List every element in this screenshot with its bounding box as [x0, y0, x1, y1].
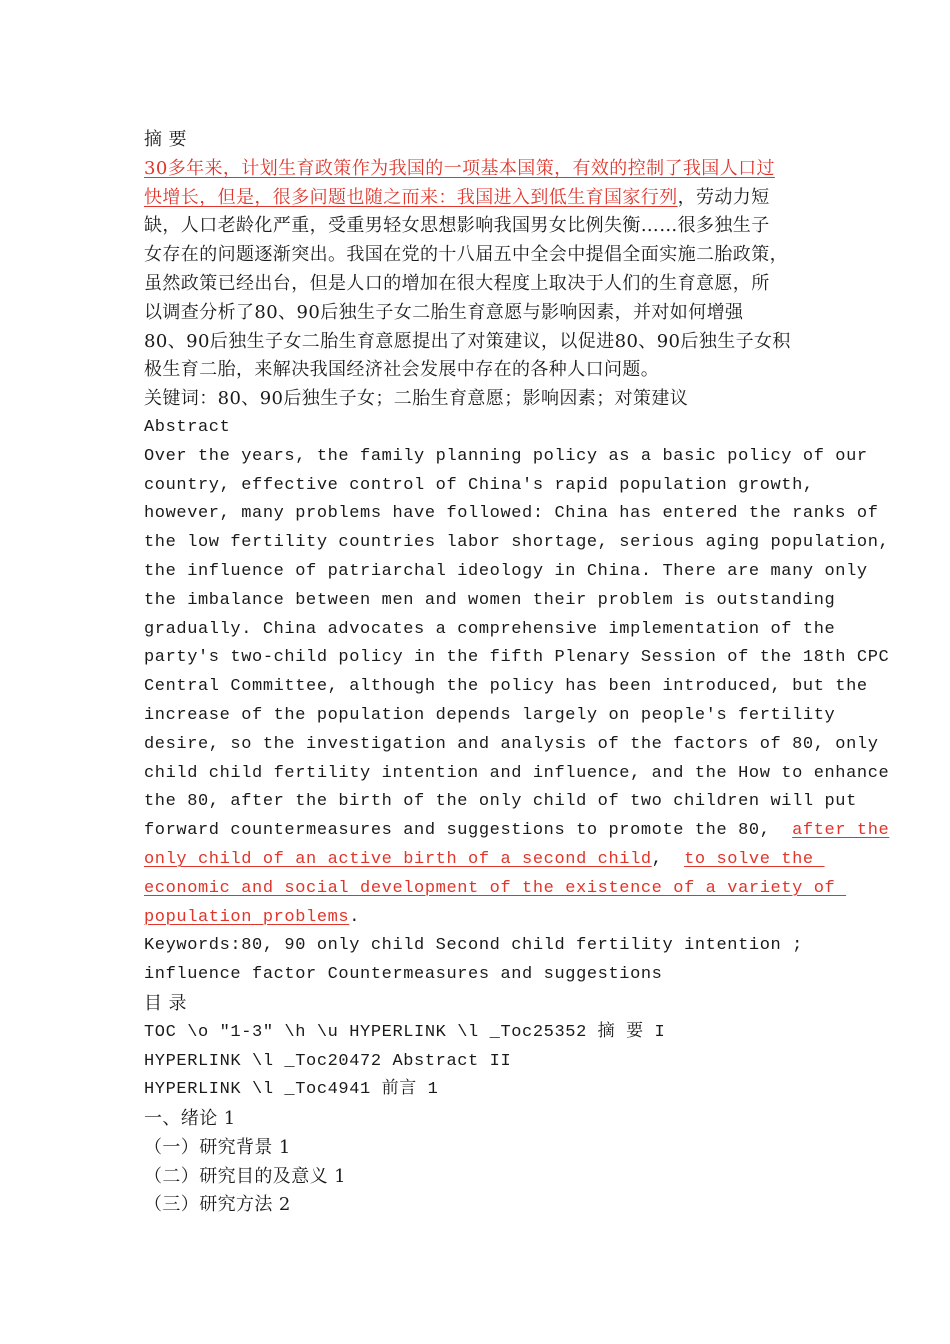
toc-entry[interactable]: TOC \o "1-3" \h \u HYPERLINK \l _Toc25352 摘 要 I: [144, 1022, 666, 1042]
keywords-en: Keywords:80, 90 only child Second child fertility intention ;: [144, 936, 803, 956]
abstract-en-line: country, effective control of China's rapid population growth,: [144, 475, 814, 495]
abstract-cn-line: [144, 184, 824, 213]
toc-entry[interactable]: HYPERLINK \l _Toc4941 前言 1: [144, 1080, 439, 1100]
abstract-en-line: [144, 817, 890, 846]
highlighted-text: 30多年来，计划生育政策作为我国的一项基本国策，有效的控制了我国人口过: [144, 157, 775, 179]
toc-entry[interactable]: 一、绪论 1: [144, 1108, 236, 1130]
toc-entry[interactable]: HYPERLINK \l _Toc20472 Abstract II: [144, 1051, 512, 1071]
document-page: [144, 126, 890, 1220]
abstract-cn-line: 女存在的问题逐渐突出。我国在党的十八届五中全会中提倡全面实施二胎政策，: [144, 244, 788, 266]
abstract-en-line: the imbalance between men and women their problem is outstanding: [144, 590, 836, 610]
plain-text: .: [349, 907, 361, 927]
highlighted-text: to solve the: [684, 849, 825, 869]
highlighted-text: 快增长，但是，很多问题也随之而来：我国进入到低生育国家行列: [144, 186, 678, 208]
plain-text: ,: [651, 849, 685, 869]
highlighted-text: economic and social development of the existence of a variety of: [144, 878, 847, 898]
abstract-en-line: [144, 846, 824, 875]
toc-entry[interactable]: （一）研究背景 1: [144, 1136, 291, 1158]
plain-text: ，劳动力短: [677, 186, 770, 208]
abstract-en-line: Central Committee, although the policy has been introduced, but the: [144, 677, 868, 697]
keywords-cn: 关键词：80、90后独生子女；二胎生育意愿；影响因素；对策建议: [144, 388, 689, 410]
abstract-cn-line: 极生育二胎，来解决我国经济社会发展中存在的各种人口问题。: [144, 359, 660, 381]
abstract-en-line: gradually. China advocates a comprehensive implementation of the: [144, 619, 836, 639]
abstract-en-heading: Abstract: [144, 417, 231, 437]
abstract-en-line: however, many problems have followed: China has entered the ranks of: [144, 504, 879, 524]
abstract-cn-heading: 摘 要: [144, 129, 187, 150]
abstract-en-line: Over the years, the family planning policy as a basic policy of our: [144, 446, 868, 466]
highlighted-text: after the: [792, 821, 890, 841]
abstract-en-line: desire, so the investigation and analysis of the factors of 80, only: [144, 734, 879, 754]
abstract-cn-line: 虽然政策已经出台，但是人口的增加在很大程度上取决于人们的生育意愿，所: [144, 272, 770, 294]
toc-entry[interactable]: （三）研究方法 2: [144, 1194, 291, 1216]
toc-heading: 目 录: [144, 992, 187, 1014]
toc-entry[interactable]: （二）研究目的及意义 1: [144, 1165, 346, 1187]
keywords-en: influence factor Countermeasures and suggestions: [144, 965, 663, 985]
abstract-en-line: [144, 875, 847, 904]
highlighted-text: only child of an active birth of a second child: [144, 849, 652, 869]
highlighted-text: population problems: [144, 907, 350, 927]
abstract-en-line: increase of the population depends largely on people's fertility: [144, 705, 836, 725]
plain-text: forward countermeasures and suggestions to promote the 80,: [144, 821, 793, 841]
abstract-en-line: the influence of patriarchal ideology in China. There are many only: [144, 561, 868, 581]
abstract-cn-line: 缺，人口老龄化严重，受重男轻女思想影响我国男女比例失衡……很多独生子: [144, 215, 770, 237]
abstract-cn-line: 以调查分析了80、90后独生子女二胎生育意愿与影响因素，并对如何增强: [144, 301, 744, 323]
abstract-en-line: the low fertility countries labor shortage, serious aging population,: [144, 533, 890, 553]
abstract-cn-line: 80、90后独生子女二胎生育意愿提出了对策建议，以促进80、90后独生子女积: [144, 330, 791, 352]
abstract-en-line: [144, 904, 824, 933]
abstract-en-line: the 80, after the birth of the only child of two children will put: [144, 792, 857, 812]
abstract-en-line: party's two-child policy in the fifth Plenary Session of the 18th CPC: [144, 648, 890, 668]
abstract-en-line: child child fertility intention and influence, and the How to enhance: [144, 763, 890, 783]
abstract-cn-line: [144, 155, 824, 184]
